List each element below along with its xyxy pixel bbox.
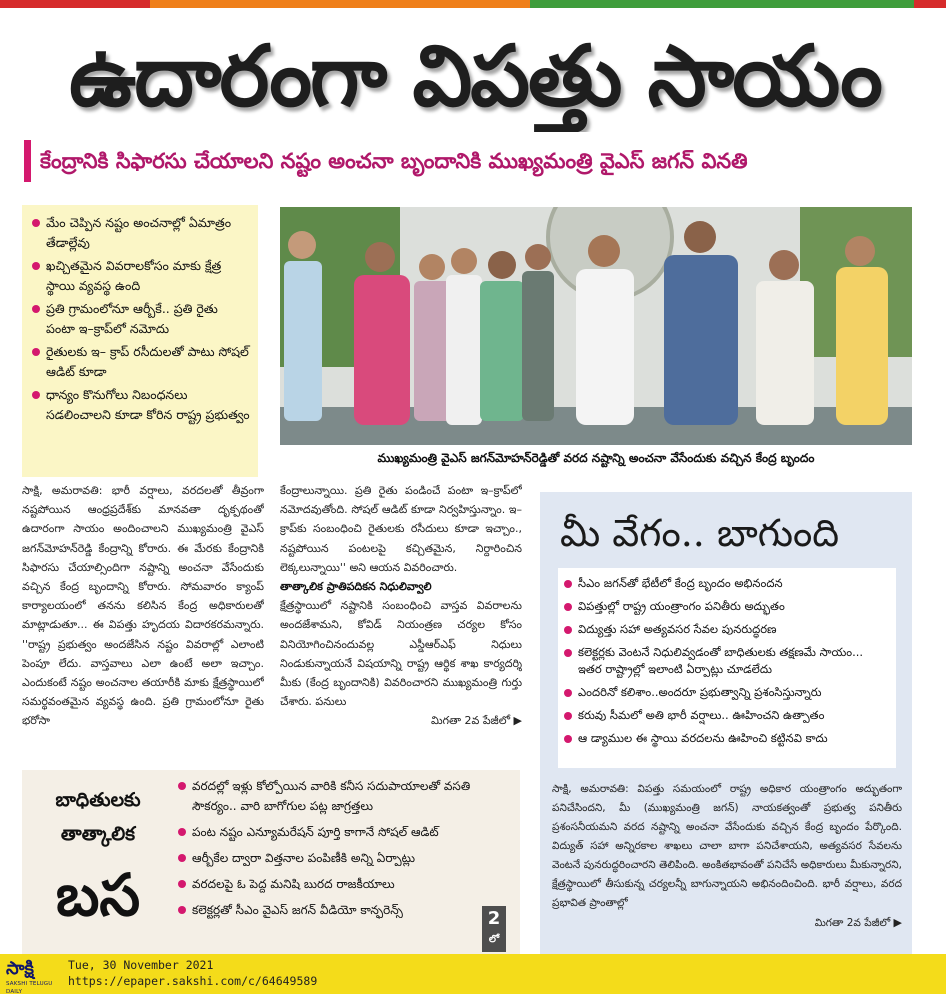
highlight-item: ధాన్యం కొనుగోలు నిబంధనలు సడలించాలని కూడా కోరిన రాష్ట్ర ప్రభుత్వం [32,385,250,425]
article-paragraph: సాక్షి, అమరావతి: భారీ వర్షాలు, వరదలతో తీవ్రంగా నష్టపోయిన ఆంధ్రప్రదేశ్‌కు మానవతా దృక్పథంతో ఉదారంగా సాయం అందించాలని ముఖ్యమంత్రి వైఎస్ జగన్‌మోహన్‌రెడ్డి కేంద్రాన్ని కోరారు. ఈ మేరకు కేంద్రానికి సిఫారసు చేయాల్సిందిగా నష్టాన్ని అంచనా వేసేందుకు వచ్చిన కేంద్ర బృందాన్ని కోరారు. సోమవారం క్యాంప్ కార్యాలయంలో తనను కలిసిన కేంద్ర అధికారులతో మాట్లాడుతూ... ఈ విపత్తు హృదయ విదారకరమన్నారు. ''రాష్ట్ర ప్రభుత్వం అందజేసిన నష్టం వివరాల్లో ఎలాంటి పెంపూ లేదు. వాస్తవాలు ఎలా ఉంటే అలా ఇచ్చాం. ఎందుకంటే నష్టం అంచనాల తయారీకి మాకు క్షేత్రస్థాయిలో సమర్థవంతమైన వ్యవస్థ ఉంది. ప్రతి గ్రామంలోనూ రైతు భరోసా [22,484,264,728]
sidebar-item: విద్యుత్తు సహా అత్యవసర సేవల పునరుద్ధరణ [564,618,890,641]
sidebar-list [564,572,890,750]
highlight-item: మేం చెప్పిన నష్టం అంచనాల్లో ఏమాత్రం తేడాల్లేవు [32,213,250,253]
page-number: 2 [487,908,501,929]
relief-label-big: బస [55,861,141,929]
article-paragraph: కేంద్రాలున్నాయి. ప్రతి రైతు పండించే పంటా ఇ–క్రాప్‌లో నమోదవుతోంది. సోషల్ ఆడిట్ కూడా నిర్వహిస్తున్నాం. ఇ– క్రాప్‌కు సంబంధించి రైతులకు రసీదులు కూడా ఇచ్చాం., నష్టపోయిన పంటలపై కచ్చితమైన, నిర్దారించిన లెక్కలున్నాయి'' అని ఆయన వివరించారు. [280,484,522,574]
article-paragraph: క్షేత్రస్థాయిలో నష్టానికి సంబంధించి వాస్తవ వివరాలను అందజేశామని, కోవిడ్ నియంత్రణ చర్యల కోసం వినియోగించినందువల్ల ఎస్డీఆర్ఎఫ్ నిధులు నిండుకున్నాయనే విషయాన్ని రాష్ట్ర ఆర్థిక శాఖ కార్యదర్శి మీకు (కేంద్ర బృందానికి) వివరించారని ముఖ్యమంత్రి గుర్తు చేశారు. పనులు [280,599,522,709]
sidebar-item: విపత్తుల్లో రాష్ట్ర యంత్రాంగం పనితీరు అద్భుతం [564,595,890,618]
highlight-item: ప్రతి గ్రామంలోనూ ఆర్బీకే.. ప్రతి రైతు పంటా ఇ–క్రాప్‌లో నమోదు [32,299,250,339]
relief-item: వరదల్లో ఇళ్లు కోల్పోయిన వారికి కనీస సదుపాయాలతో వసతి సౌకర్యం.. వారి బాగోగుల పట్ల జాగ్రత్తలు [178,776,480,816]
relief-item: ఆర్బీకేల ద్వారా విత్తనాల పంపిణీకి అన్ని ఏర్పాట్లు [178,848,480,868]
arrow-right-icon: ▶ [513,714,522,728]
article-column-middle [280,481,522,749]
sidebar-title: మీ వేగం.. బాగుంది [560,511,840,555]
sidebar-article-text: సాక్షి, అమరావతి: విపత్తు సమయంలో రాష్ట్ర అధికార యంత్రాంగం అద్భుతంగా పనిచేసిందని, మీ (ముఖ్యమంత్రి జగన్) నాయకత్వంతో ప్రభుత్వ పనితీరు ప్రశంసనీయమని వరద నష్టాన్ని అంచనా వేసేందుకు వచ్చిన కేంద్ర బృందం పేర్కొంది. విద్యుత్ సహా అన్నిరకాల శాఖలు చాలా బాగా పనిచేశాయని, అత్యవసర సేవలను వెంటనే పునరుద్ధరించారని తెలిపింది. అంకితభావంతో పనిచేసే అధికారులు మీకున్నారని, క్షేత్రస్థాయిలో తీసుకున్న చర్యలన్నీ బాగున్నాయని అభినందించింది. భారీ వర్షాలు, వరద ప్రభావిత ప్రాంతాల్లో [552,783,902,909]
highlight-item: రైతులకు ఇ– క్రాప్ రసీదులతో పాటు సోషల్ ఆడిట్ కూడా [32,342,250,382]
page-suffix: లో [488,934,500,945]
news-photo [280,207,912,445]
page-reference-badge [482,906,506,952]
relief-item: వరదలపై ఓ పెద్ద మనిషి బురద రాజకీయాలు [178,874,480,894]
sidebar-item: ఎందరినో కలిశాం..అందరూ ప్రభుత్వాన్ని ప్రశంసిస్తున్నారు [564,681,890,704]
continued-text: మిగతా 2వ పేజీలో [430,714,511,728]
top-color-strip [0,0,946,8]
sidebar-item: కరువు సీమలో అతి భారీ వర్షాలు.. ఊహించని ఉత్పాతం [564,704,890,727]
logo-tagline: SAKSHI TELUGU DAILY [6,981,53,994]
relief-label-line2: తాత్కాలిక [60,823,136,845]
article-subheading: తాత్కాలిక ప్రాతిపదికన నిధులివ్వాలి [280,580,432,594]
photo-caption: ముఖ్యమంత్రి వైఎస్ జగన్‌మోహన్‌రెడ్డితో వరద నష్టాన్ని అంచనా వేసేందుకు వచ్చిన కేంద్ర బృందం [377,451,815,465]
highlights-list [32,213,250,425]
group-photo-illustration [280,207,912,445]
footer-meta [68,957,317,989]
continued-text: మిగతా 2వ పేజీలో [814,917,891,929]
sakshi-logo [6,958,62,994]
highlight-item: ఖచ్చితమైన వివరాలకోసం మాకు క్షేత్ర స్థాయి వ్యవస్థ ఉంది [32,256,250,296]
sidebar-item: సీఎం జగన్‌తో భేటీలో కేంద్ర బృందం అభినందన [564,572,890,595]
sidebar-article [552,780,902,940]
relief-list [178,776,480,926]
subheadline-accent [24,140,31,182]
sidebar-highlights [558,568,896,768]
highlights-box [22,205,258,477]
subheadline: కేంద్రానికి సిఫారసు చేయాలని నష్టం అంచనా బృందానికి ముఖ్యమంత్రి వైఎస్ జగన్ వినతి [40,149,748,173]
relief-label [28,783,168,935]
arrow-right-icon: ▶ [893,916,902,929]
continued-note [552,913,902,933]
sidebar-item: కలెక్టర్లకు వెంటనే నిధులివ్వడంతో బాధితులకు తక్షణమే సాయం... ఇతర రాష్ట్రాల్లో ఇలాంటి ఏర్పాట్లు చూడలేదు [564,641,890,681]
relief-label-line1: బాధితులకు [55,789,141,811]
headline: ఉదారంగా విపత్తు సాయం [69,27,881,125]
logo-text: సాక్షి [6,958,34,979]
continued-note [280,711,522,730]
publication-date: Tue, 30 November 2021 [68,958,214,972]
sidebar-item: ఆ డ్యాముల ఈ స్థాయి వరదలను ఊహించి కట్టినవి కాదు [564,727,890,750]
relief-item: పంట నష్టం ఎన్యూమరేషన్ పూర్తి కాగానే సోషల్ ఆడిట్ [178,822,480,842]
relief-item: కలెక్టర్లతో సీఎం వైఎస్ జగన్ వీడియో కాన్ఫరెన్స్ [178,900,480,920]
article-column-left [22,481,264,749]
source-url[interactable]: https://epaper.sakshi.com/c/64649589 [68,974,318,988]
